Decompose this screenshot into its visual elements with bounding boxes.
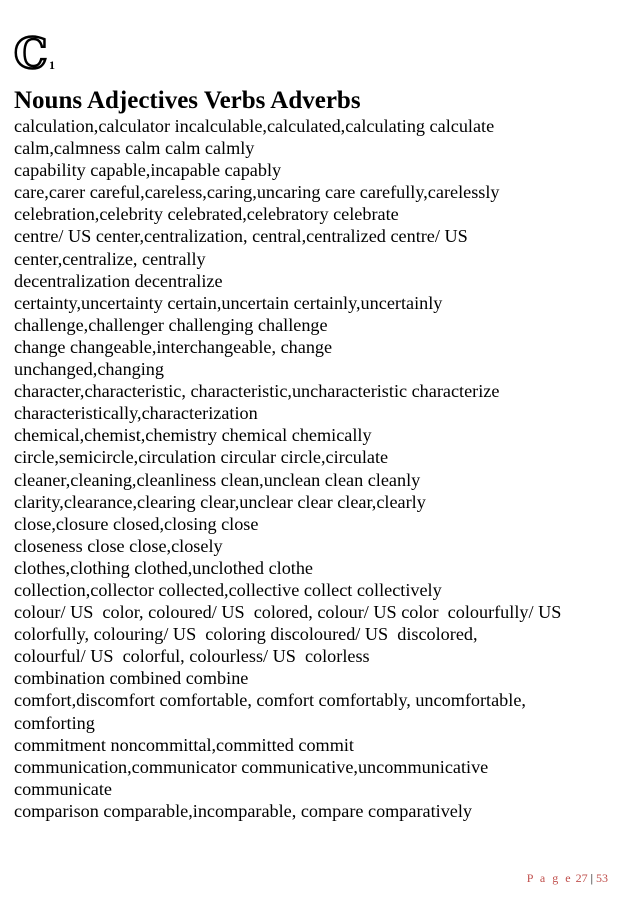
list-item: certainty,uncertainty certain,uncertain certainly,uncertainly	[14, 292, 443, 313]
list-item: close,closure closed,closing close	[14, 513, 259, 534]
list-item: calm,calmness calm calm calmly	[14, 138, 255, 159]
list-item: care,carer careful,careless,caring,uncaring care carefully,carelessly	[14, 182, 500, 203]
page-label: P a g e	[526, 871, 573, 885]
list-item: commitment noncommittal,committed commit	[14, 734, 354, 755]
list-item: collection,collector collected,collective collect collectively	[14, 579, 442, 600]
list-item: closeness close close,closely	[14, 535, 223, 556]
page-total: 53	[596, 871, 608, 885]
list-item: comforting	[14, 712, 95, 733]
page-footer	[527, 870, 608, 886]
list-item: communication,communicator communicative,uncommunicative	[14, 756, 489, 777]
list-item: clarity,clearance,clearing clear,unclear clear clear,clearly	[14, 491, 426, 512]
list-item: clothes,clothing clothed,unclothed clothe	[14, 557, 314, 578]
list-item: comparison comparable,incomparable, compare comparatively	[14, 800, 473, 821]
list-item: celebration,celebrity celebrated,celebratory celebrate	[14, 204, 399, 225]
list-item: colourful/ US colorful, colourless/ US colorless	[14, 646, 370, 667]
list-item: decentralization decentralize	[14, 270, 223, 291]
list-item: characteristically,characterization	[14, 403, 258, 424]
list-item: calculation,calculator incalculable,calculated,calculating calculate	[14, 116, 495, 136]
page-separator: |	[590, 871, 593, 885]
list-item: cleaner,cleaning,cleanliness clean,unclean clean cleanly	[14, 469, 421, 490]
list-item: capability capable,incapable capably	[14, 160, 282, 181]
word-family-list	[14, 115, 624, 822]
list-item: circle,semicircle,circulation circular circle,circulate	[14, 447, 389, 468]
list-item: unchanged,changing	[14, 359, 164, 380]
level-marker	[14, 29, 55, 78]
column-header: Nouns Adjectives Verbs Adverbs	[14, 87, 361, 114]
list-item: center,centralize, centrally	[14, 248, 206, 269]
list-item: colour/ US color, coloured/ US colored, colour/ US color colourfully/ US	[14, 602, 562, 623]
list-item: character,characteristic, characteristic,uncharacteristic characterize	[14, 381, 500, 402]
list-item: combination combined combine	[14, 668, 249, 689]
list-item: comfort,discomfort comfortable, comfort comfortably, uncomfortable,	[14, 690, 526, 711]
list-item: communicate	[14, 778, 112, 799]
list-item: change changeable,interchangeable, change	[14, 336, 333, 357]
list-item: chemical,chemist,chemistry chemical chemically	[14, 425, 372, 446]
list-item: challenge,challenger challenging challenge	[14, 314, 328, 335]
list-item: colorfully, colouring/ US coloring discoloured/ US discolored,	[14, 624, 478, 645]
level-letter: C	[14, 29, 48, 78]
level-subscript: 1	[49, 58, 55, 72]
page-number: 27	[575, 871, 588, 885]
list-item: centre/ US center,centralization, central,centralized centre/ US	[14, 226, 468, 247]
